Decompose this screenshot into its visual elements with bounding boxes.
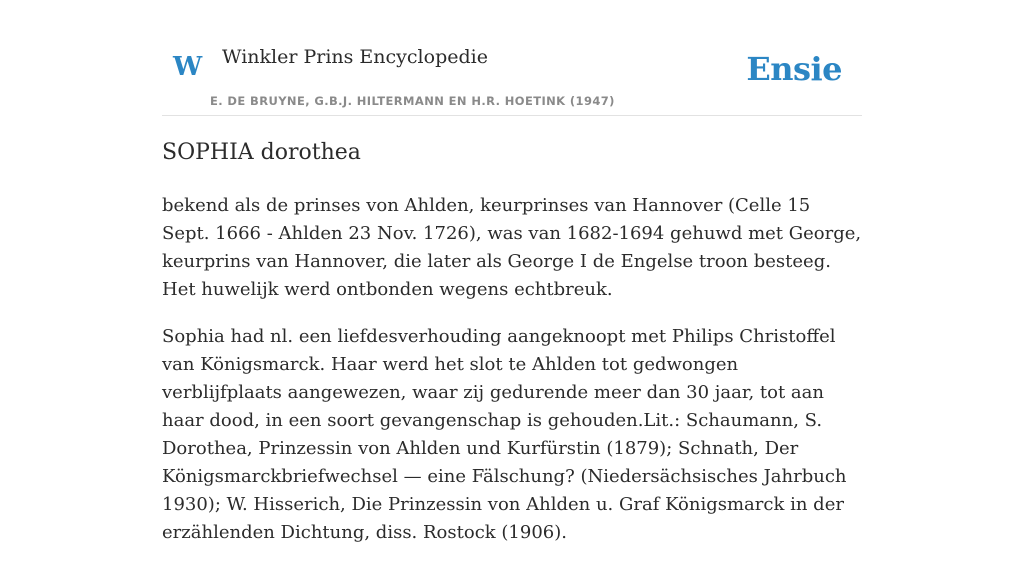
publication-title[interactable]: Winkler Prins Encyclopedie xyxy=(222,46,488,68)
entry-paragraph: Sophia had nl. een liefdesverhouding aangeknoopt met Philips Christoffel van Königsmarck. Haar werd het slot te Ahlden tot gedwongen verblijfplaats aangewezen, waar zij gedurende meer dan 30 jaar, tot aan haar dood, in een soort gevangenschap is gehouden.Lit.: Schaumann, S. Dorothea, Prinzessin von Ahlden und Kurfürstin (1879); Schnath, Der Königsmarckbriefwechsel — eine Fälschung? (Niedersächsisches Jahrbuch 1930); W. Hisserich, Die Prinzessin von Ahlden u. Graf Königsmarck in der erzählenden Dichtung, diss. Rostock (1906). xyxy=(162,326,847,543)
entry-title: SOPHIA dorothea xyxy=(162,140,361,165)
publication-logo-icon[interactable]: W xyxy=(173,52,203,82)
ensie-logo[interactable]: Ensie xyxy=(746,50,842,88)
publication-authors: E. DE BRUYNE, G.B.J. HILTERMANN EN H.R. HOETINK (1947) xyxy=(210,94,615,108)
entry-content xyxy=(162,192,862,566)
entry-paragraph: bekend als de prinses von Ahlden, keurprinses van Hannover (Celle 15 Sept. 1666 - Ahlden 23 Nov. 1726), was van 1682-1694 gehuwd met George, keurprins van Hannover, die later als George I de Engelse troon besteeg. Het huwelijk werd ontbonden wegens echtbreuk. xyxy=(162,195,862,300)
header xyxy=(162,0,862,116)
